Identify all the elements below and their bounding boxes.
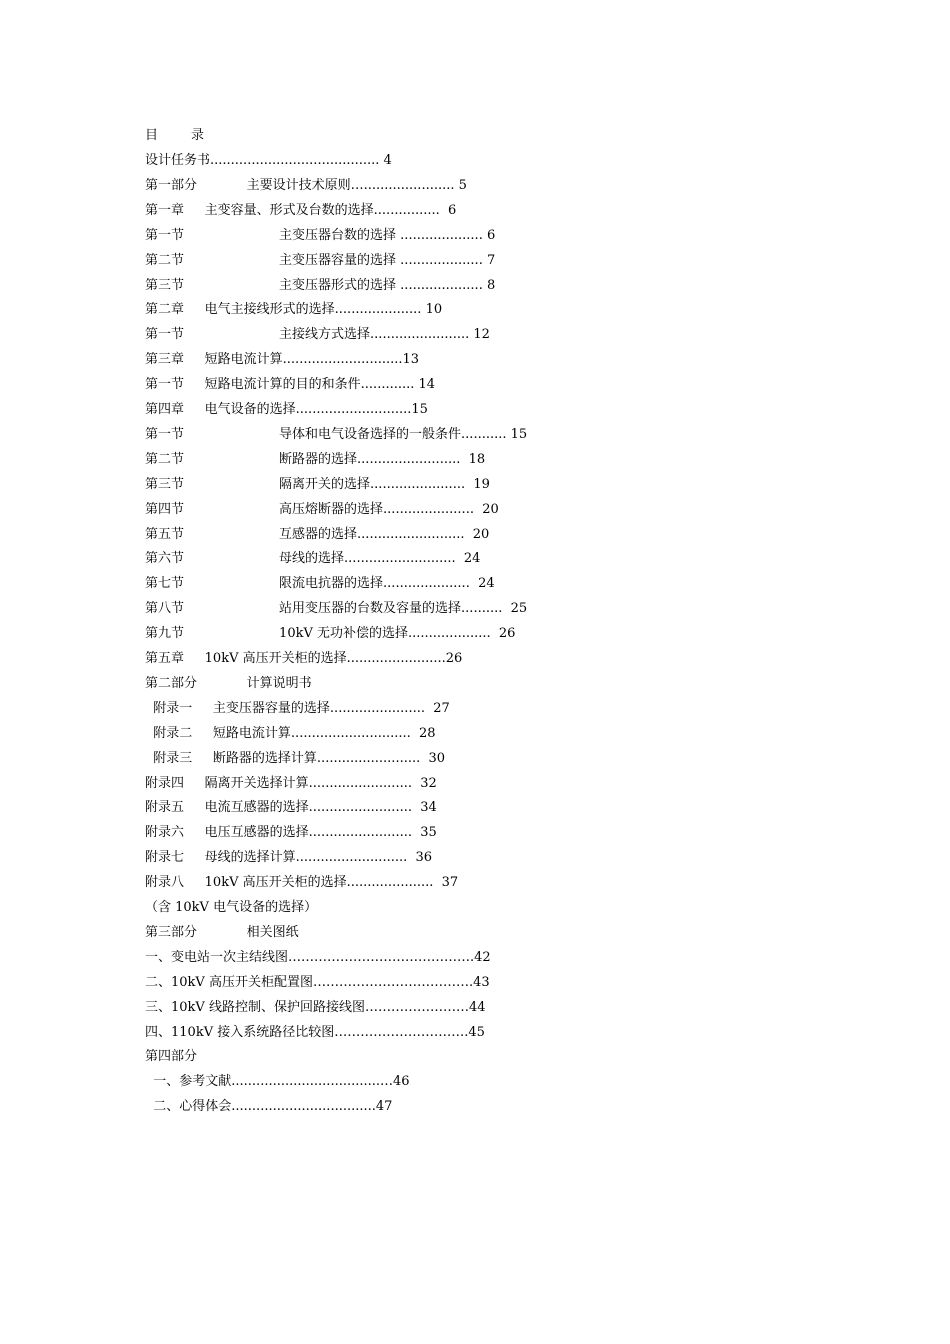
toc-entry: 二、10kV 高压开关柜配置图……………………………….43 <box>145 974 490 990</box>
toc-entry: 第二节 主变压器容量的选择 .................... 7 <box>145 252 496 268</box>
toc-entry: 第二部分 计算说明书 <box>145 675 312 691</box>
toc-entry: 一、参考文献....................................…46 <box>145 1074 410 1090</box>
toc-entry: 附录五 电流互感器的选择......................... 34 <box>145 800 437 816</box>
toc-entry: 四、110kV 接入系统路径比较图………………………….45 <box>145 1024 485 1040</box>
toc-entry: 第五章 10kV 高压开关柜的选择........................26 <box>145 651 463 666</box>
toc-entry: 第三节 隔离开关的选择....................... 19 <box>145 476 490 492</box>
toc-entry: 附录二 短路电流计算............................. 28 <box>145 725 436 741</box>
toc-entry: 第一部分 主要设计技术原则…...................... 5 <box>145 177 467 193</box>
toc-entry: 附录三 断路器的选择计算......................... 30 <box>145 750 446 766</box>
toc-entry: 第一节 导体和电气设备选择的一般条件........... 15 <box>145 426 528 442</box>
toc-entry: 三、10kV 线路控制、保护回路接线图……………………44 <box>145 999 486 1015</box>
toc-entry: 第二章 电气主接线形式的选择..................... 10 <box>145 302 443 318</box>
toc-title: 目 录 <box>145 128 205 143</box>
toc-entry: 第三部分 相关图纸 <box>145 924 299 940</box>
toc-entry: 附录一 主变压器容量的选择....................... 27 <box>145 700 450 716</box>
toc-entry: 第四节 高压熔断器的选择...................... 20 <box>145 501 499 517</box>
toc-entry: 第一章 主变容量、形式及台数的选择................ 6 <box>145 202 457 218</box>
toc-entry: （含 10kV 电气设备的选择） <box>145 900 318 915</box>
toc-entry: 第七节 限流电抗器的选择..................... 24 <box>145 576 495 592</box>
toc-entry: 设计任务书......................................... 4 <box>145 153 392 168</box>
toc-entry: 一、变电站一次主结线图…………………………………….42 <box>145 949 491 965</box>
toc-entry: 第九节 10kV 无功补偿的选择.................... 26 <box>145 626 516 642</box>
toc-entry: 第八节 站用变压器的台数及容量的选择.......... 25 <box>145 601 528 617</box>
toc-entry: 第一节 短路电流计算的目的和条件............. 14 <box>145 377 436 393</box>
toc-entry: 第三章 短路电流计算.............................13 <box>145 352 420 368</box>
toc-entry: 第一节 主变压器台数的选择 .................... 6 <box>145 227 496 243</box>
toc-entry: 二、心得体会...................................47 <box>145 1099 393 1115</box>
toc-entry: 附录六 电压互感器的选择......................... 35 <box>145 825 437 841</box>
toc-entry: 第四章 电气设备的选择............................15 <box>145 402 428 417</box>
toc-entry: 第三节 主变压器形式的选择 .................... 8 <box>145 277 496 293</box>
toc-entry: 第二节 断路器的选择......................... 18 <box>145 451 486 467</box>
toc-entry: 第六节 母线的选择........................... 24 <box>145 551 481 567</box>
toc-entry: 第一节 主接线方式选择........................ 12 <box>145 327 490 343</box>
toc-entry: 第四部分 <box>145 1049 198 1065</box>
toc-entry: 附录七 母线的选择计算........................... 36 <box>145 850 433 866</box>
toc-entry: 附录四 隔离开关选择计算......................... 32 <box>145 775 437 791</box>
toc-entry: 第五节 互感器的选择.......................... 20 <box>145 526 490 542</box>
toc-entry: 附录八 10kV 高压开关柜的选择..................... 37 <box>145 875 459 891</box>
